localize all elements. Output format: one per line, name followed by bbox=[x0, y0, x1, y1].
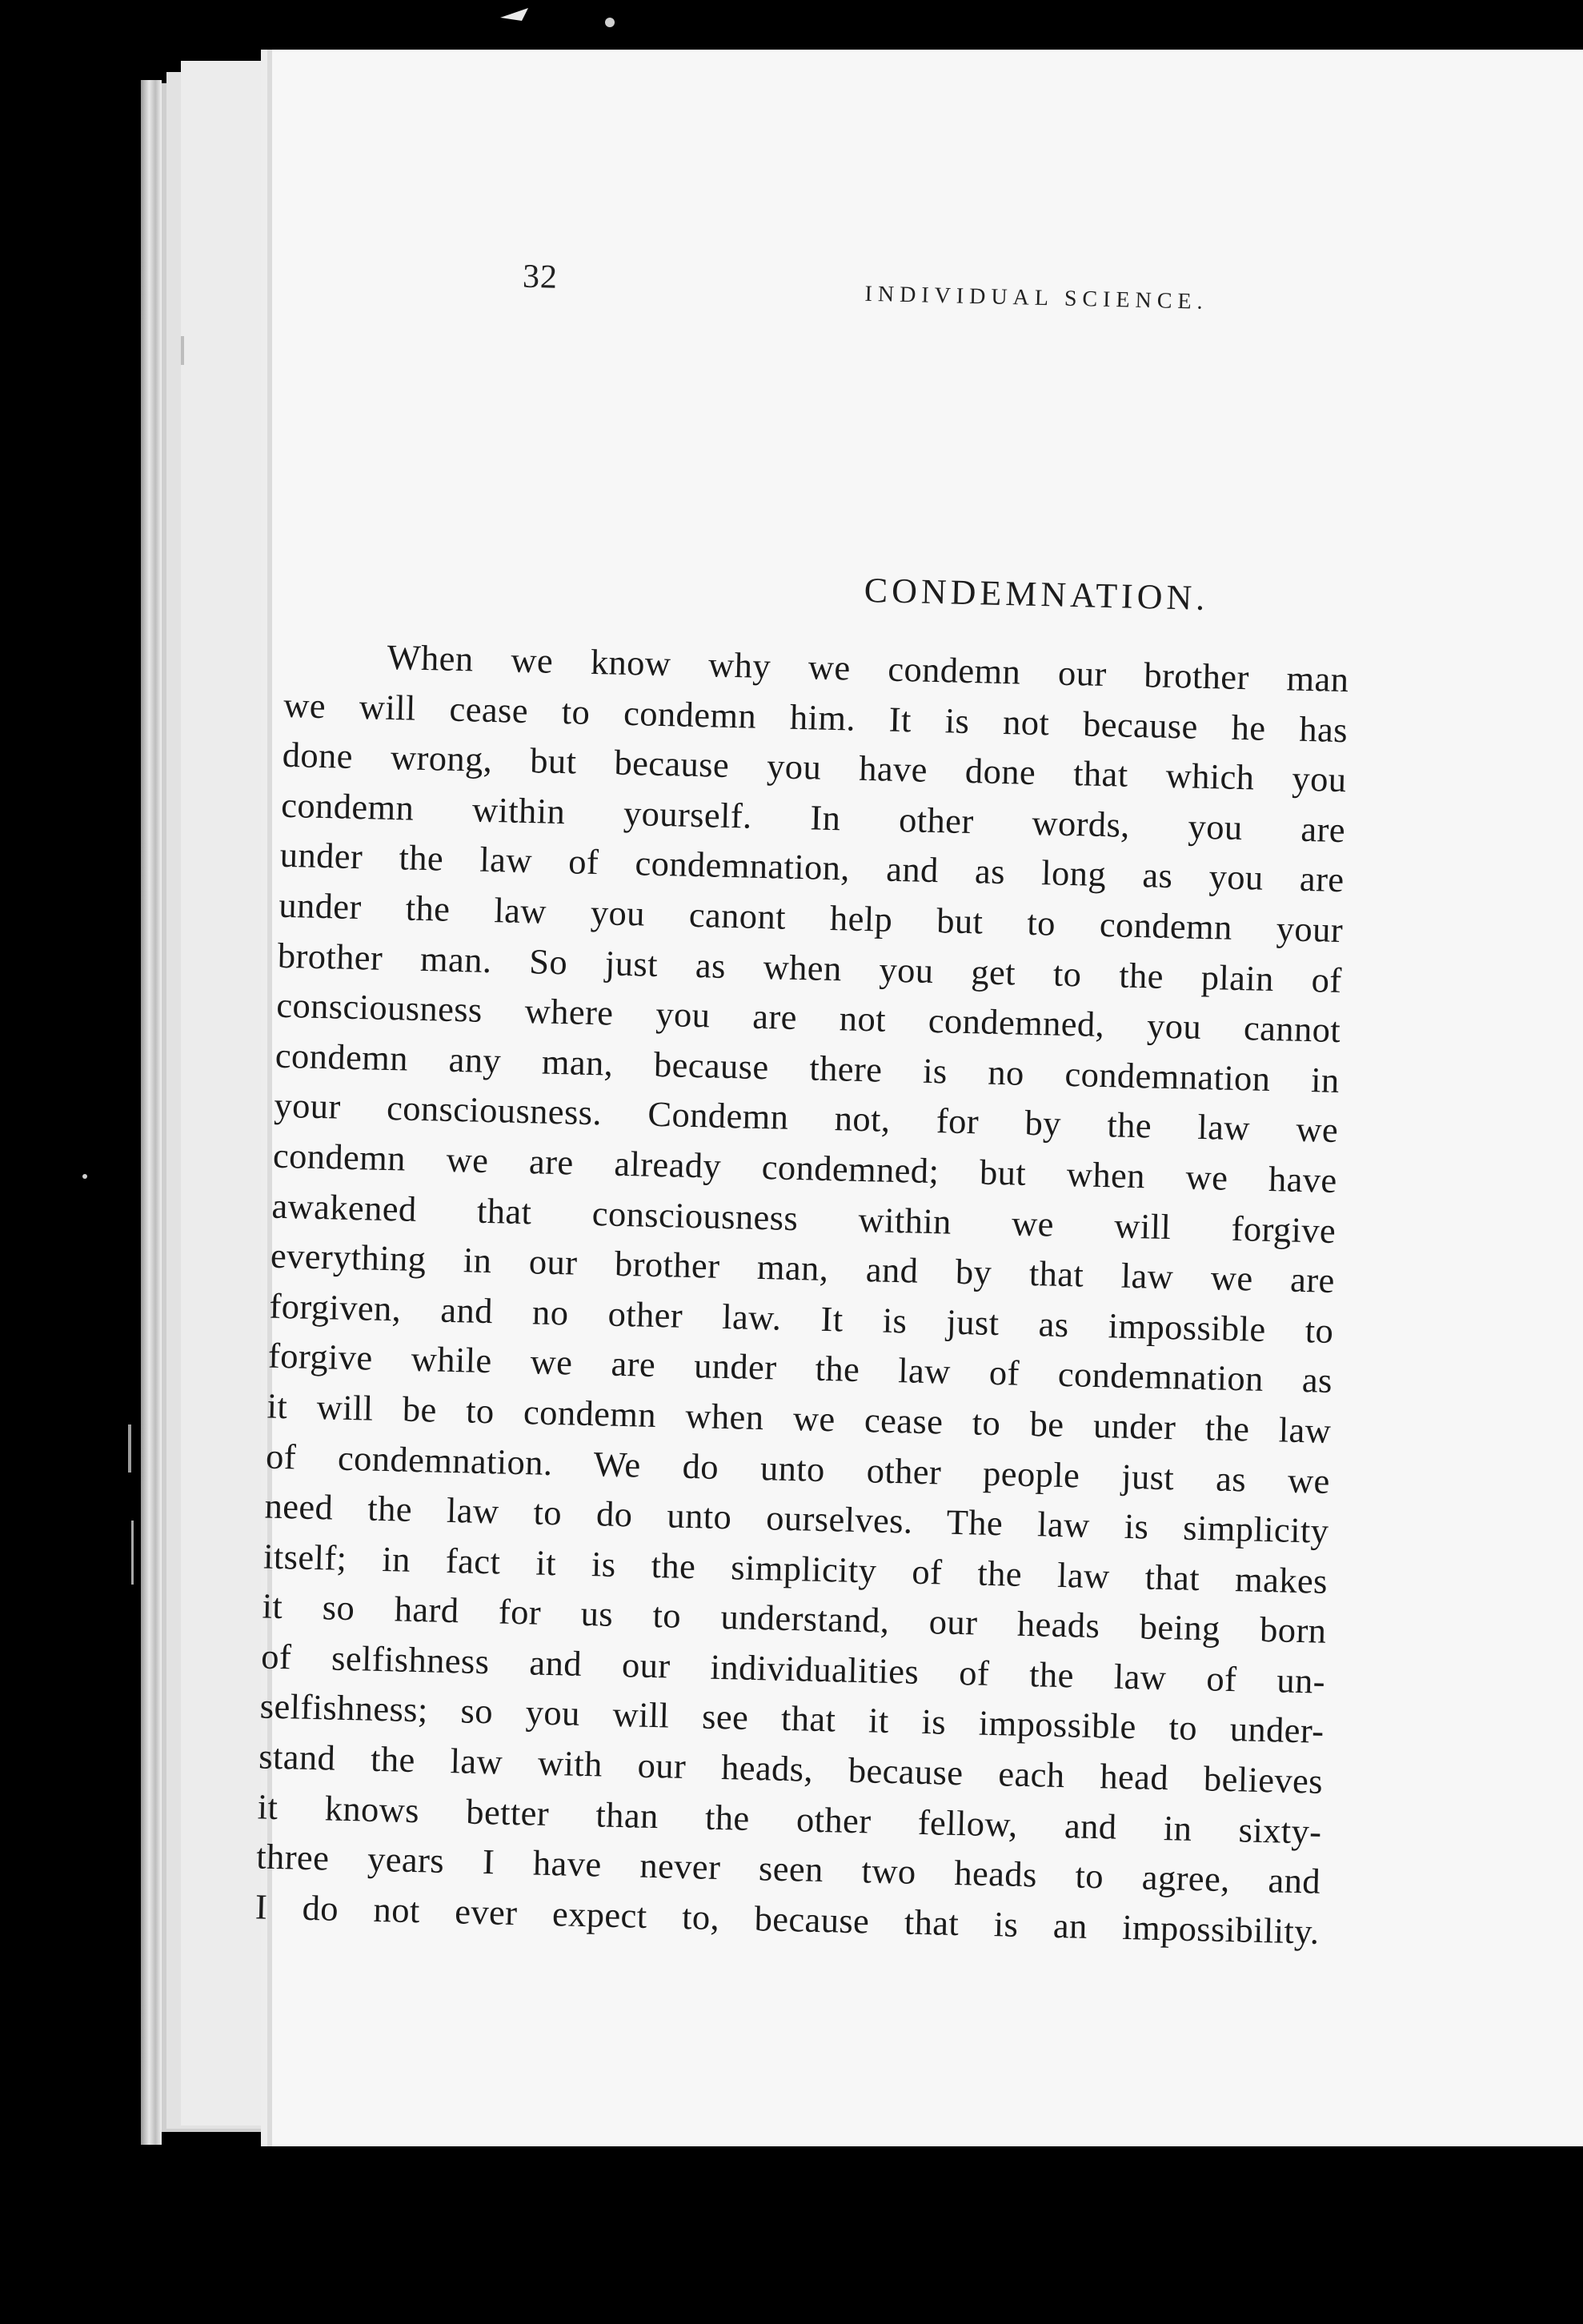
text-line: condemn any man, because there is no condemnation in bbox=[275, 1035, 1341, 1100]
text-line: I do not ever expect to, because that is an impossibility. bbox=[254, 1886, 1321, 1952]
speck bbox=[131, 1521, 134, 1585]
text-line: of condemnation. We do unto other people just as we bbox=[265, 1436, 1331, 1501]
text-line: it so hard for us to understand, our heads being born bbox=[262, 1585, 1327, 1652]
text-line: brother man. So just as when you get to the plain of bbox=[277, 935, 1343, 1000]
text-line: awakened that consciousness within we will forgive bbox=[271, 1185, 1337, 1251]
text-line: itself; in fact it is the simplicity of the law that makes bbox=[262, 1536, 1329, 1601]
speck bbox=[500, 8, 528, 21]
text-line: it will be to condemn when we cease to be under the law bbox=[267, 1385, 1332, 1451]
speck bbox=[82, 1174, 87, 1179]
text-line: we will cease to condemn him. It is not because he has bbox=[283, 684, 1349, 750]
text-line: forgive while we are under the law of condemnation as bbox=[267, 1335, 1333, 1401]
speck bbox=[128, 1424, 131, 1473]
speck bbox=[605, 18, 615, 27]
text-line: it knows better than the other fellow, and in sixty- bbox=[257, 1786, 1323, 1852]
text-line: under the law of condemnation, and as long as you are bbox=[279, 835, 1345, 900]
text-line: consciousness where you are not condemned, you cannot bbox=[275, 984, 1341, 1051]
text-line: your consciousness. Condemn not, for by the law we bbox=[273, 1085, 1339, 1151]
text-line: condemn within yourself. In other words, you are bbox=[280, 784, 1346, 850]
text-line: done wrong, but because you have done that which you bbox=[282, 734, 1348, 800]
text-line: need the law to do unto ourselves. The law is simplicity bbox=[264, 1485, 1329, 1551]
text-line: condemn we are already condemned; but when we have bbox=[272, 1135, 1338, 1200]
page-content bbox=[245, 38, 1583, 2165]
text-line: selfishness; so you will see that it is impossible to under- bbox=[259, 1685, 1325, 1752]
text-line: everything in our brother man, and by that law we are bbox=[270, 1235, 1336, 1301]
text-line: When we know why we condemn our brother man bbox=[387, 636, 1350, 700]
text-line: forgiven, and no other law. It is just as impossible to bbox=[269, 1285, 1334, 1351]
chapter-title: CONDEMNATION. bbox=[864, 570, 1209, 618]
text-line: of selfishness and our individualities of the law of un- bbox=[260, 1636, 1326, 1701]
book-page bbox=[254, 50, 1583, 2146]
page-number: 32 bbox=[522, 258, 559, 296]
text-line: under the law you canont help but to condemn your bbox=[278, 884, 1344, 951]
text-line: stand the law with our heads, because each head believes bbox=[258, 1736, 1324, 1801]
body-text bbox=[254, 630, 1349, 1957]
text-line: three years I have never seen two heads to agree, and bbox=[255, 1836, 1321, 1901]
book-binding bbox=[141, 80, 162, 2145]
running-head: INDIVIDUAL SCIENCE. bbox=[864, 281, 1208, 315]
